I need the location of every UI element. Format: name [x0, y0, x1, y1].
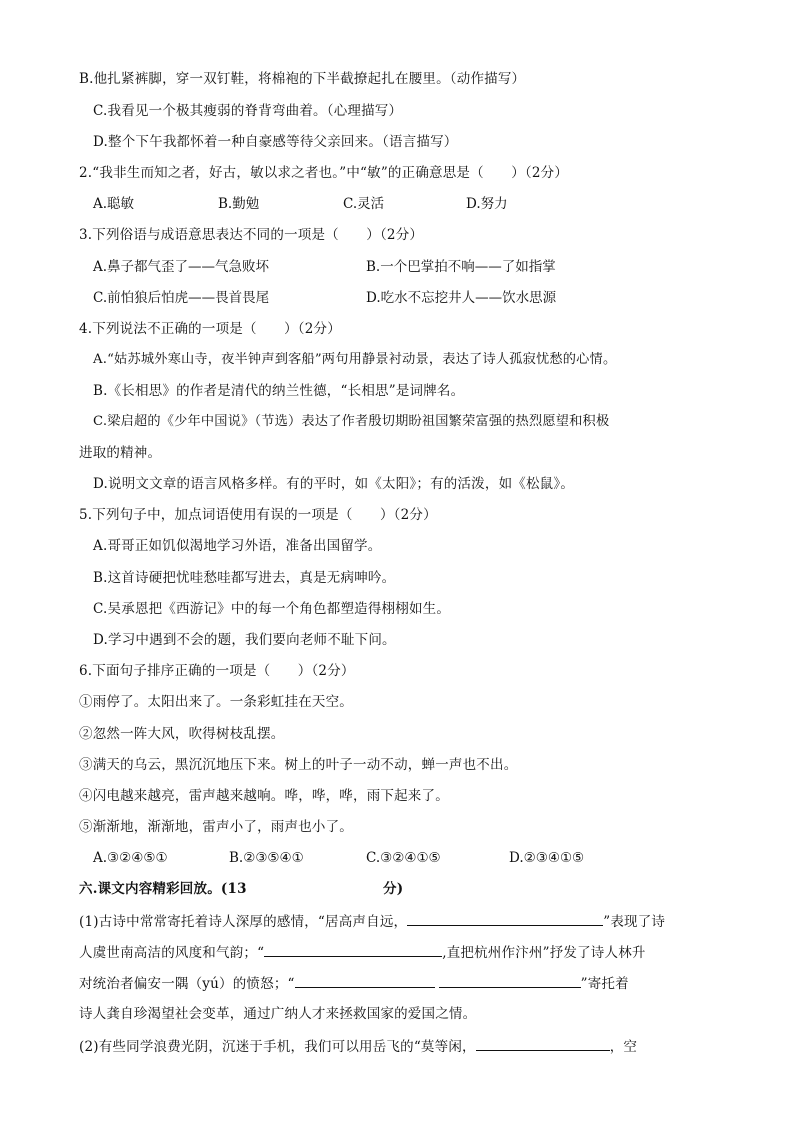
q2-option-d: D.努力 [466, 196, 508, 212]
answer-blank-3[interactable] [295, 973, 435, 988]
q2-option-b: B.勤勉 [218, 196, 260, 212]
q4-option-a: A.“姑苏城外寒山寺，夜半钟声到客船”两句用静景衬动景，表达了诗人孤寂忧愁的心情。 [93, 352, 617, 367]
q6-option-d: D.②③④①⑤ [509, 850, 585, 866]
fill-1-text-c: 人虞世南高洁的风度和气韵；“ [79, 945, 265, 961]
answer-blank-4[interactable] [439, 973, 581, 988]
q1-option-d: D.整个下午我都怀着一种自豪感等待父亲回来。（语言描写） [93, 134, 458, 150]
q6-sentence-1: ①雨停了。太阳出来了。一条彩虹挂在天空。 [79, 694, 353, 710]
fill-1-line1 [79, 911, 665, 931]
fill-1-line2 [79, 942, 646, 962]
fill-1-text-b: ”表现了诗 [603, 914, 666, 930]
q6-sentence-3: ③满天的乌云，黑沉沉地压下来。树上的叶子一动不动，蝉一声也不出。 [79, 757, 518, 773]
q6-sentence-2: ②忽然一阵大风，吹得树枝乱摆。 [79, 726, 285, 742]
q6-stem: 6.下面句子排序正确的一项是（ ）（2分） [79, 663, 355, 679]
q2-option-a: A.聪敏 [93, 196, 135, 212]
q4-option-c-line2: 进取的精神。 [79, 445, 162, 461]
q4-option-c-line1: C.梁启超的《少年中国说》（节选）表达了作者殷切期盼祖国繁荣富强的热烈愿望和积极 [93, 414, 610, 429]
q5-option-b: B.这首诗硬把忧哇愁哇都写进去，真是无病呻吟。 [93, 570, 396, 586]
q4-option-d: D.说明文文章的语言风格多样。有的平时，如《太阳》；有的活泼，如《松鼠》。 [93, 476, 575, 492]
q3-option-b: B.一个巴掌拍不响——了如指掌 [366, 259, 556, 275]
q6-sentence-4: ④闪电越来越亮，雷声越来越响。哗，哗，哗，雨下起来了。 [79, 788, 449, 804]
answer-blank-2[interactable] [264, 942, 442, 957]
q6-option-c: C.③②④①⑤ [366, 850, 441, 866]
q6-sentence-5: ⑤渐渐地，渐渐地，雷声小了，雨声也小了。 [79, 819, 353, 835]
q4-stem: 4.下列说法不正确的一项是（ ）（2分） [79, 321, 341, 337]
fill-1-text-e: 对统治者偏安一隅（yú）的愤怒；“ [79, 976, 295, 992]
section6-title-end: 分) [383, 881, 404, 897]
fill-2-line1 [79, 1036, 637, 1056]
q3-stem: 3.下列俗语与成语意思表达不同的一项是（ ）（2分） [79, 227, 424, 243]
fill-1-text-d: ,直把杭州作汴州”抒发了诗人林升 [442, 945, 646, 961]
fill-2-text-b: ，空 [609, 1039, 638, 1055]
q5-option-d: D.学习中遇到不会的题，我们要向老师不耻下问。 [93, 632, 396, 648]
q1-option-b: B.他扎紧裤脚，穿一双钉鞋，将棉袍的下半截撩起扎在腰里。（动作描写） [79, 71, 526, 87]
q4-option-b: B.《长相思》的作者是清代的纳兰性德，“长相思”是词牌名。 [93, 383, 465, 399]
fill-1-line3 [79, 973, 629, 993]
fill-1-text-f: ”寄托着 [580, 976, 629, 992]
q6-option-a: A.③②④⑤① [93, 850, 168, 866]
q2-stem: 2.“我非生而知之者，好古，敏以求之者也。”中“敏”的正确意思是（ ）（2分） [79, 165, 569, 181]
fill-2-text-a: (2)有些同学浪费光阴，沉迷于手机，我们可以用岳飞的“莫等闲， [79, 1039, 476, 1055]
fill-1-text-a: (1)古诗中常常寄托着诗人深厚的感情，“居高声自远， [79, 914, 408, 930]
q6-option-b: B.②③⑤④① [229, 850, 304, 866]
answer-blank-5[interactable] [476, 1036, 610, 1051]
q5-stem: 5.下列句子中，加点词语使用有误的一项是（ ）（2分） [79, 507, 437, 523]
q3-option-a: A.鼻子都气歪了——气急败坏 [93, 259, 270, 275]
q2-option-c: C.灵活 [343, 196, 385, 212]
fill-1-line4: 诗人龚自珍渴望社会变革，通过广纳人才来拯救国家的爱国之情。 [79, 1006, 477, 1022]
q3-option-d: D.吃水不忘挖井人——饮水思源 [366, 290, 557, 306]
section6-title: 六.课文内容精彩回放。(13 [79, 881, 247, 897]
q1-option-c: C.我看见一个极其瘦弱的脊背弯曲着。（心理描写） [93, 103, 403, 119]
q3-option-c: C.前怕狼后怕虎——畏首畏尾 [93, 290, 270, 306]
answer-blank-1[interactable] [407, 911, 603, 926]
q5-option-a: A.哥哥正如饥似渴地学习外语，准备出国留学。 [93, 538, 382, 554]
q5-option-c: C.吴承恩把《西游记》中的每一个角色都塑造得栩栩如生。 [93, 601, 451, 617]
